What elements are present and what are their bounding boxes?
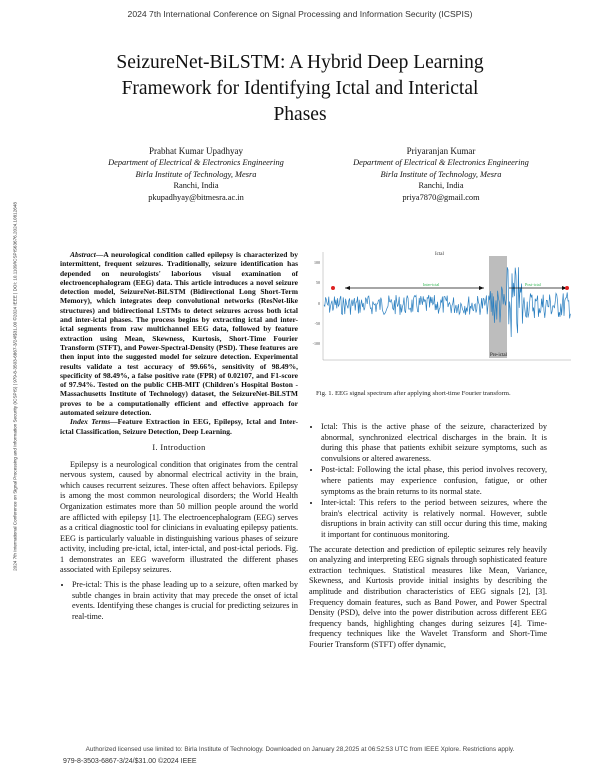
abstract <box>60 250 298 436</box>
title-line: Phases <box>273 104 327 125</box>
author-block <box>86 146 306 203</box>
ytick-label: -50 <box>314 321 320 326</box>
interictal-label: Inter-ictal <box>423 282 440 287</box>
author-email[interactable]: pkupadhyay@bitmesra.ac.in <box>148 192 244 202</box>
abstract-label: Abstract <box>70 250 96 259</box>
eeg-figure <box>309 248 574 366</box>
abstract-text: —A neurological condition called epilepsy is characterized by intermittent, frequent seizures. Traditionally, seizure identification has depended on neurologists' laborious visual examination of electroencephalogram (EEG) data. This article introduces a novel seizure detection model, SeizureNet-BiLSTM (Bidirectional Long Short-Term Memory), which integrates deep convolutional networks (ResNet-like structures) and bidirectional LSTMs to detect seizures across both ictal and inter-ictal phases. The process begins by extracting ictal and inter-ictal segments from raw multichannel EEG data, followed by feature extraction using Mean, Skewness, Kurtosis, Short-Time Fourier Transform (STFT), and Power-Spectral-Density (PSD). These features are then input into the suggested model for seizure detection. Experimental results validate a test accuracy of 99.66%, sensitivity of 98.49%, specificity of 98.49%, a false positive rate (FPR) of 0.02107, and F1-score of 97.94%. Tested on the public CHB-MIT (Children's Hospital Boston - Massachusetts Institute of Technology) dataset, the SeizureNet-BiLSTM proves to be a computationally efficient and effective approach for automated seizure detection. <box>60 250 298 418</box>
right-column <box>309 422 547 650</box>
author-name: Prabhat Kumar Upadhyay <box>149 146 243 156</box>
author-dept: Department of Electrical & Electronics Engineering <box>353 158 529 168</box>
conference-header: 2024 7th International Conference on Signal Processing and Information Security (ICSPIS) <box>127 9 473 19</box>
bullet-list-right <box>309 422 547 541</box>
bullet-post-ictal: • Post-ictal: Following the ictal phase, this period involves recovery, where patients may experience confusion, fatigue, or other symptoms as the brain returns to its normal state. <box>321 465 547 497</box>
figure-caption: Fig. 1. EEG signal spectrum after applying short-time Fourier transform. <box>316 390 511 397</box>
left-column <box>60 250 298 623</box>
right-paragraph: The accurate detection and prediction of epileptic seizures rely heavily on analyzing and interpreting EEG signals through sophisticated feature extraction techniques. Statistical measures like Mean, Variance, Skewness, and Kurtosis provide initial insights by describing the amplitude and distribution characteristics of EEG signals [2], [3]. Frequency domain features, such as Band Power, and Power Spectral Density (PSD), delve into the power distribution across different EEG frequency bands, highlighting changes during seizures [4]. Time-frequency techniques like the Wavelet Transform and Short-Time Fourier Transform (STFT) offer dynamic, <box>309 544 547 649</box>
author-name: Priyaranjan Kumar <box>406 146 476 156</box>
author-city: Ranchi, India <box>418 181 464 191</box>
ytick-label: 100 <box>314 260 320 265</box>
author-city: Ranchi, India <box>173 181 219 191</box>
marker-dot <box>565 286 569 290</box>
bullet-pre-ictal: • Pre-ictal: This is the phase leading up to a seizure, often marked by subtle changes in brain activity that may precede the onset of ictal events. Identifying these changes is crucial for predicting seizures in real-time. <box>72 580 298 622</box>
title-line: SeizureNet-BiLSTM: A Hybrid Deep Learning <box>116 52 484 73</box>
intro-paragraph: Epilepsy is a neurological condition that originates from the central nervous system, caused by abnormal electrical activity in the brain, which causes recurrent seizures. These often affect behaviors. Epilepsy is among the most common neurological disorders; the World Health Organization estimates more than 50 million people around the world are afflicted with epilepsy [1]. The electroencephalogram (EEG) serves as a critical diagnostic tool for clinicians in evaluating epilepsy patients. EEG is particularly valuable in distinguishing various phases of seizure activity, including pre-ictal, ictal, inter-ictal, and post-ictal periods. Fig. 1 demonstrates an EEG waveform illustrated the different phases associated with Epilepsy seizures. <box>60 459 298 575</box>
author-email[interactable]: priya7870@gmail.com <box>402 192 480 202</box>
section-heading: I. Introduction <box>152 442 206 452</box>
marker-dot <box>331 286 335 290</box>
bullet-ictal: • Ictal: This is the active phase of the seizure, characterized by abnormal, synchronized electrical discharges in the brain. It is during this phase that patients exhibit seizure symptoms, such as convulsions or altered awareness. <box>321 422 547 464</box>
index-terms-text: —Feature Extraction in EEG, Epilepsy, Ictal and Inter-ictal Classification, Seizure Detection, Deep Learning. <box>60 417 298 436</box>
bullet-list-left <box>60 580 298 622</box>
ytick-label: 0 <box>318 301 320 306</box>
side-doi-note: 2024 7th International Conference on Signal Processing and Information Security (ICSPIS) | 979-8-3503-6867-3/24/$31.00 ©2024 IEEE | DOI: 10.1109/ICSPIS63676.2024.10812648 <box>12 202 18 571</box>
title-line: Framework for Identifying Ictal and Interictal <box>121 78 479 99</box>
ictal-top-label: Ictal <box>435 252 444 257</box>
author-inst: Birla Institute of Technology, Mesra <box>380 169 502 179</box>
ytick-label: 50 <box>316 280 320 285</box>
author-inst: Birla Institute of Technology, Mesra <box>135 169 257 179</box>
preictal-label: Pre-ictal <box>490 353 507 358</box>
footer-isbn: 979-8-3503-6867-3/24/$31.00 ©2024 IEEE <box>63 758 197 765</box>
postictal-label: Post-ictal <box>525 282 541 287</box>
bullet-inter-ictal: • Inter-ictal: This refers to the period between seizures, where the brain's electrical activity is relatively normal. However, subtle disruptions in brain activity can still occur during this time, making it important for continuous monitoring. <box>321 498 547 540</box>
footer-license: Authorized licensed use limited to: Birla Institute of Technology. Downloaded on January 28,2025 at 06:52:53 UTC from IEEE Xplore. Restrictions apply. <box>85 746 515 753</box>
paper-title <box>40 50 560 128</box>
author-dept: Department of Electrical & Electronics Engineering <box>108 158 284 168</box>
ytick-label: -100 <box>312 341 320 346</box>
index-terms-label: Index Terms <box>70 417 111 427</box>
author-block <box>331 146 551 203</box>
